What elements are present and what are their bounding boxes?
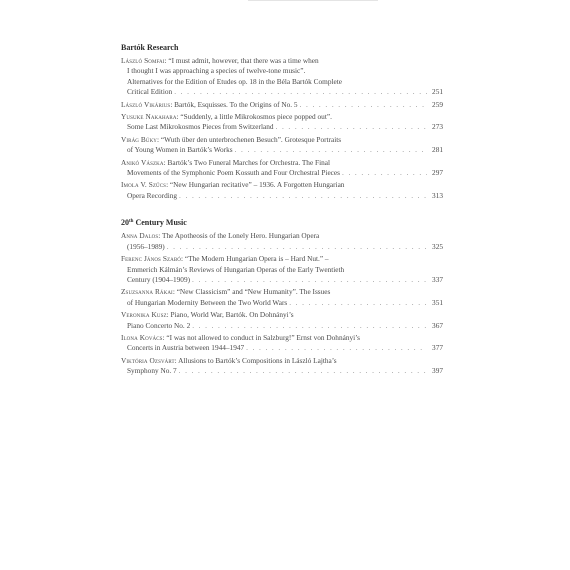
entry-title-text: Critical Edition [127,87,173,97]
toc-entry [121,180,443,201]
entry-author: Ferenc János Szabó [121,254,182,264]
entry-line-text: Zsuzsanna Rákai: “New Classicism” and “New Humanity”. The Issues [121,287,331,297]
dot-leader [192,321,427,331]
entry-line-text [127,77,342,86]
entry-page-number: 251 [432,87,443,97]
entry-page-number: 297 [432,168,443,178]
entry-title-text: Bartók’s Two Funeral Marches for Orchestra. The Final [167,157,331,167]
entry-page-number: 259 [432,99,443,109]
entry-title-text: Opera Recording [127,190,178,200]
entry-title-text: Bartók, Esquisses. To the Origins of No. 5 [174,99,298,109]
dot-leader [179,191,427,201]
entry-author: Anna Dalos [121,231,159,241]
entry-line [121,56,443,66]
entry-line [121,122,443,132]
entry-line [121,77,443,87]
entry-line [121,310,443,320]
entry-page-number: 281 [432,145,443,155]
entry-line-text [127,191,177,201]
section-title-text: Bartók Research [121,43,179,52]
toc-entry [121,100,443,110]
entry-line [121,298,443,308]
table-of-contents [121,42,443,392]
entry-line-text [127,168,340,178]
entry-line-text [127,122,274,132]
entry-page-number: 351 [432,297,443,307]
entry-line-text [127,66,305,75]
toc-entry [121,356,443,377]
entry-author: Viktória Ozsvárt [121,355,175,365]
entry-title-text: Emmerich Kálmán’s Reviews of Hungarian Operas of the Early Twentieth [127,264,345,274]
entry-title-text: “Suddenly, a little Mikrokosmos piece popped out”. [180,112,332,122]
entry-line [121,231,443,241]
entry-title-text: Some Last Mikrokosmos Pieces from Switzerland [127,122,274,132]
entry-line-text [127,275,190,285]
toc-entry [121,254,443,285]
entry-author: László Somfai [121,56,165,65]
toc-entry [121,112,443,133]
entry-spacer [121,201,443,203]
entry-line [121,100,443,110]
entry-line [121,275,443,285]
section-title-text: 20 [121,218,129,228]
entry-line-text: Viktória Ozsvárt: Allusions to Bartók’s Compositions in László Lajtha’s [121,355,337,365]
toc-entry [121,333,443,354]
entry-title-text: “The Modern Hungarian Opera is – Hard Nut.” – [184,254,329,264]
dot-leader [235,145,427,155]
entry-line [121,145,443,155]
entry-line-text: Anikó Vászka: Bartók’s Two Funeral Marches for Orchestra. The Final [121,157,331,167]
entry-title-text: I thought I was approaching a species of twelve-tone music”. [127,66,306,76]
entry-title-text: Symphony No. 7 [127,366,177,376]
entry-line [121,66,443,76]
section-title-text-rest: Century Music [133,218,187,228]
entry-title-text: “New Hungarian recitative” – 1936. A Forgotten Hungarian [169,180,345,190]
section-title [121,42,443,53]
entry-line-text [127,321,190,331]
entry-line-text [127,265,344,274]
dot-leader [174,87,427,97]
entry-author: Anikó Vászka [121,157,164,167]
dot-leader [192,275,427,285]
entry-line [121,87,443,97]
entry-author: Veronika Kusz [121,310,167,320]
entry-line [121,180,443,190]
entry-line [121,242,443,252]
entry-line-text [127,145,233,155]
entry-line [121,356,443,366]
toc-entry [121,287,443,308]
toc-sections [121,42,443,379]
entry-line [121,343,443,353]
entry-line-text: Imola V. Szűcs: “New Hungarian recitative” – 1936. A Forgotten Hungarian [121,180,345,190]
top-edge-rule [248,0,378,1]
entry-page-number: 325 [432,241,443,251]
entry-author: László Vikárius [121,99,171,109]
entry-line-text: Ferenc János Szabó: “The Modern Hungarian Opera is – Hard Nut.” – [121,254,329,264]
entry-title-text: Concerts in Austria between 1944–1947 [127,343,245,353]
entry-spacer [121,377,443,379]
entry-title-text: Movements of the Symphonic Poem Kossuth and Four Orchestral Pieces [127,168,340,178]
entry-line-text: Ilona Kovács: “I was not allowed to conduct in Salzburg!” Ernst von Dohnányi’s [121,332,361,342]
entry-line-text [127,343,244,353]
section-title [121,216,443,228]
entry-page-number: 367 [432,320,443,330]
dot-leader [289,298,427,308]
entry-line-text: Yusuke Nakahara: “Suddenly, a little Mikrokosmos piece popped out”. [121,112,332,122]
dot-leader [300,100,427,110]
dot-leader [276,122,427,132]
entry-author: Zsuzsanna Rákai [121,287,173,297]
dot-leader [342,168,427,178]
entry-line [121,158,443,168]
entry-page-number: 273 [432,122,443,132]
entry-title-text: “I must admit, however, that there was a time when [168,56,319,65]
entry-title-text: of Hungarian Modernity Between the Two World Wars [127,297,288,307]
entry-line [121,265,443,275]
entry-line [121,168,443,178]
entry-page-number: 397 [432,366,443,376]
dot-leader [179,366,427,376]
toc-entry [121,158,443,179]
entry-line-text: Anna Dalos: The Apotheosis of the Lonely Hero. Hungarian Opera [121,231,320,241]
entry-line-text: Virág Büky: “Wuth über den unterbrochenen Besuch”. Grotesque Portraits [121,134,342,144]
entry-author: Virág Büky [121,134,158,144]
entry-title-text: The Apotheosis of the Lonely Hero. Hungarian Opera [162,231,320,241]
section-title-superscript: th [129,219,134,225]
entry-title-text: “Wuth über den unterbrochenen Besuch”. Grotesque Portraits [160,134,342,144]
entry-line [121,287,443,297]
entry-author: Yusuke Nakahara [121,112,177,122]
entry-line [121,321,443,331]
entry-line-text [127,366,177,376]
toc-entry [121,231,443,252]
entry-line [121,191,443,201]
entry-line-text: László Somfai: “I must admit, however, that there was a time when [121,56,319,65]
entry-title-text: “New Classicism” and “New Humanity”. The Issues [176,287,331,297]
entry-title-text: Alternatives for the Edition of Etudes op. 18 in the Béla Bartók Complete [127,76,343,86]
entry-title-text: of Young Women in Bartók’s Works [127,145,233,155]
entry-line [121,254,443,264]
entry-title-text: Piano, World War, Bartók. On Dohnányi’s [170,310,294,320]
entry-title-text: Allusions to Bartók’s Compositions in László Lajtha’s [178,355,337,365]
dot-leader [246,343,427,353]
entry-author: Ilona Kovács [121,332,163,342]
entry-author: Imola V. Szűcs [121,180,167,190]
entry-line-text [127,242,165,252]
entry-line-text [127,87,172,97]
entry-page-number: 337 [432,274,443,284]
entry-line [121,135,443,145]
toc-entry [121,56,443,98]
toc-section [121,216,443,378]
entry-title-text: Century (1904–1909) [127,274,191,284]
toc-section [121,42,443,203]
entry-title-text: (1956–1989) [127,241,165,251]
entry-title-text: “I was not allowed to conduct in Salzburg!” Ernst von Dohnányi’s [166,332,361,342]
entry-line [121,366,443,376]
entry-title-text: Piano Concerto No. 2 [127,320,191,330]
toc-entry [121,310,443,331]
entry-page-number: 313 [432,190,443,200]
toc-entry [121,135,443,156]
entry-line [121,112,443,122]
entry-line-text: László Vikárius: Bartók, Esquisses. To the Origins of No. 5 [121,99,298,109]
dot-leader [167,242,427,252]
entry-line-text [127,298,287,308]
entry-line [121,333,443,343]
entry-line-text: Veronika Kusz: Piano, World War, Bartók. On Dohnányi’s [121,310,294,320]
entry-page-number: 377 [432,343,443,353]
